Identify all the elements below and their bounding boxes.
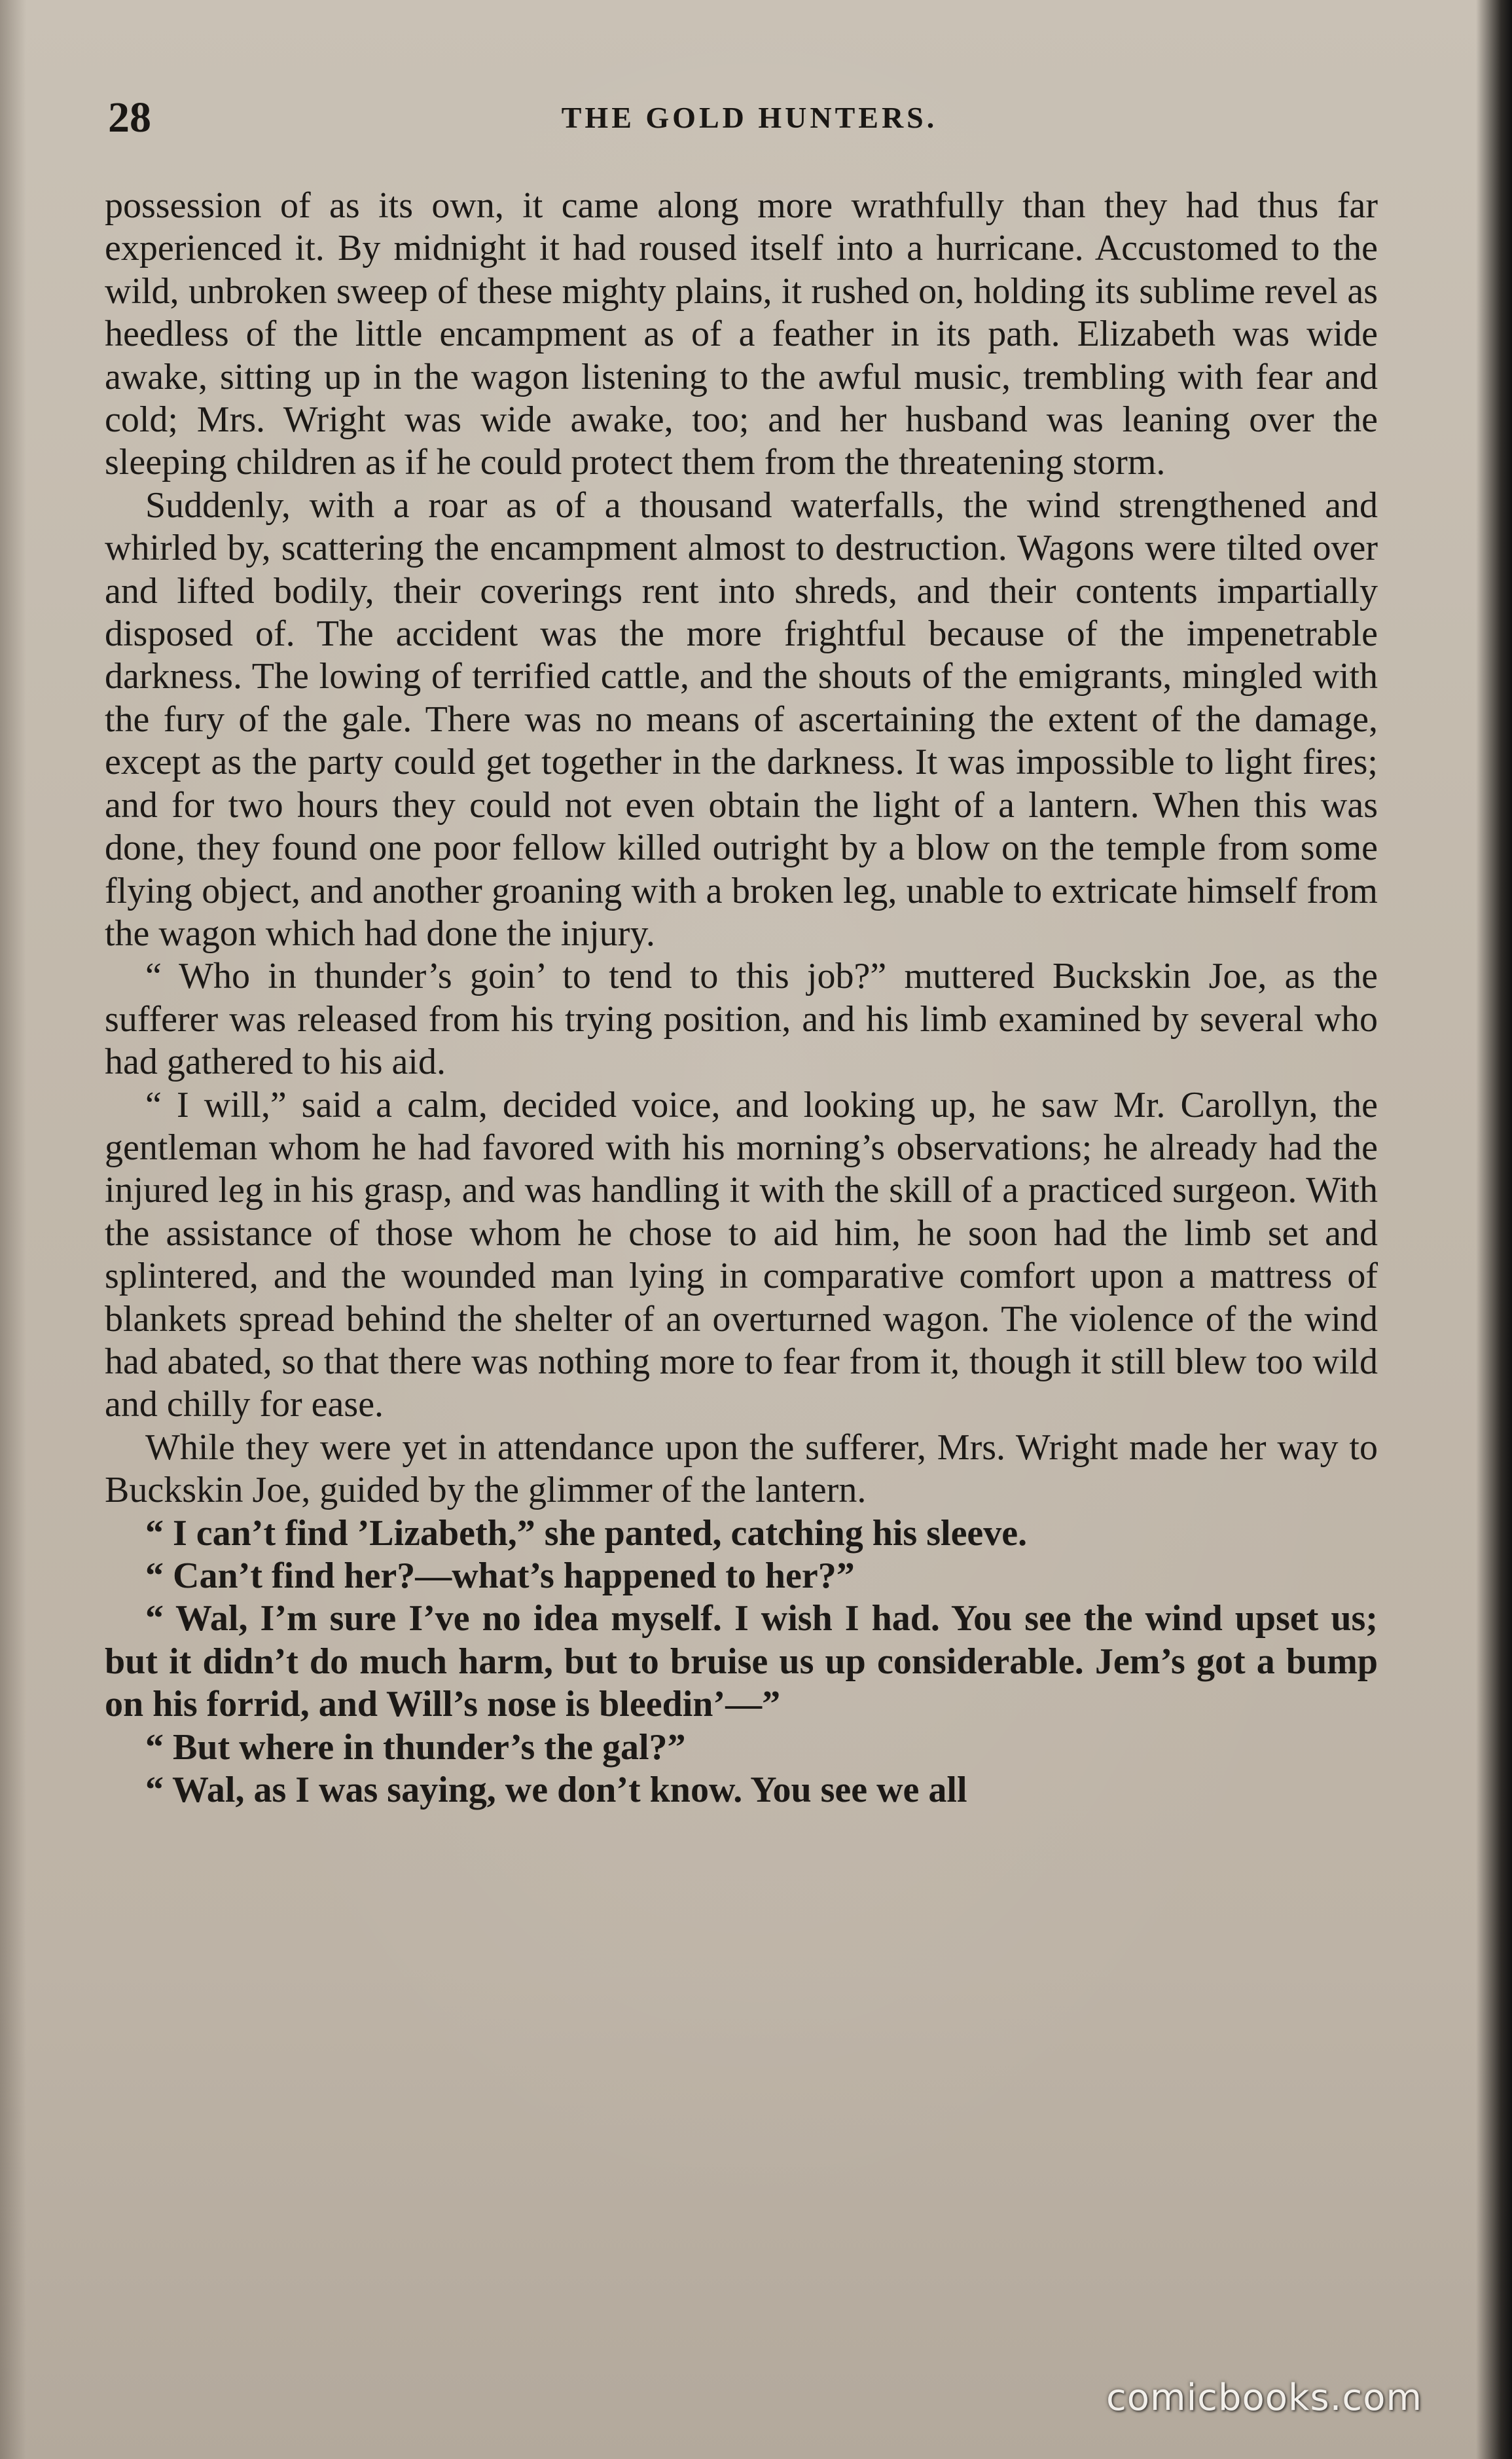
paragraph: “ I can’t find ’Lizabeth,” she panted, catching his sleeve. [145,1512,1028,1554]
running-head: THE GOLD HUNTERS. [561,101,938,134]
paragraph: “ I will,” said a calm, decided voice, and looking up, he saw Mr. Carollyn, the gentleman whom he had favored with his morning’s observations; he already had the injured leg in his grasp, and was handling it with the skill of a practiced surgeon. With the assistance of those whom he chose to aid him, he soon had the limb set and splintered, and the wounded man lying in comparative comfort upon a mattress of blankets spread behind the shelter of an overturned wagon. The violence of the wind had abated, so that there was nothing more to fear from it, though it still blew too wild and chilly for ease. [105,1084,1378,1425]
page-number: 28 [108,94,151,141]
paragraph: possession of as its own, it came along more wrathfully than they had thus far experienced it. By midnight it had roused itself into a hurricane. Accustomed to the wild, unbroken sweep of these mighty plains, it rushed on, holding its sublime revel as heedless of the little encampment as of a feather in its path. Elizabeth was wide awake, sitting up in the wagon listening to the awful music, trembling with fear and cold; Mrs. Wright was wide awake, too; and her husband was leaning over the sleeping children as if he could protect them from the threatening storm. [105,185,1378,483]
paragraph: “ Who in thunder’s goin’ to tend to this job?” muttered Buckskin Joe, as the sufferer was released from his trying position, and his limb examined by several who had gathered to his aid. [105,956,1378,1083]
paragraph: “ Wal, I’m sure I’ve no idea myself. I wish I had. You see the wind upset us; but it didn’t do much harm, but to bruise us up considerable. Jem’s got a bump on his forrid, and Will’s nose is bleedin’—” [105,1598,1378,1725]
paragraph: “ Wal, as I was saying, we don’t know. You see we all [145,1770,967,1811]
page-header [108,92,1391,144]
paragraph: “ But where in thunder’s the gal?” [145,1726,686,1768]
paragraph: “ Can’t find her?—what’s happened to her?” [145,1556,855,1596]
watermark: comicbooks.com [1106,2377,1423,2419]
page-right-edge-shadow [1476,0,1512,2459]
paragraph: While they were yet in attendance upon the sufferer, Mrs. Wright made her way to Buckskin Joe, guided by the glimmer of the lantern. [105,1427,1378,1511]
page-left-edge-shadow [0,0,26,2459]
paragraph: Suddenly, with a roar as of a thousand waterfalls, the wind strengthened and whirled by, scattering the encampment almost to destruction. Wagons were tilted over and lifted bodily, their coverings rent into shreds, and their contents impartially disposed of. The accident was the more frightful because of the impenetrable darkness. The lowing of terrified cattle, and the shouts of the emigrants, mingled with the fury of the gale. There was no means of ascertaining the extent of the damage, except as the party could get together in the darkness. It was impossible to light fires; and for two hours they could not even obtain the light of a lantern. When this was done, they found one poor fellow killed outright by a blow on the temple from some flying object, and another groaning with a broken leg, unable to extricate himself from the wagon which had done the injury. [105,484,1378,954]
body-text [105,185,1378,1812]
